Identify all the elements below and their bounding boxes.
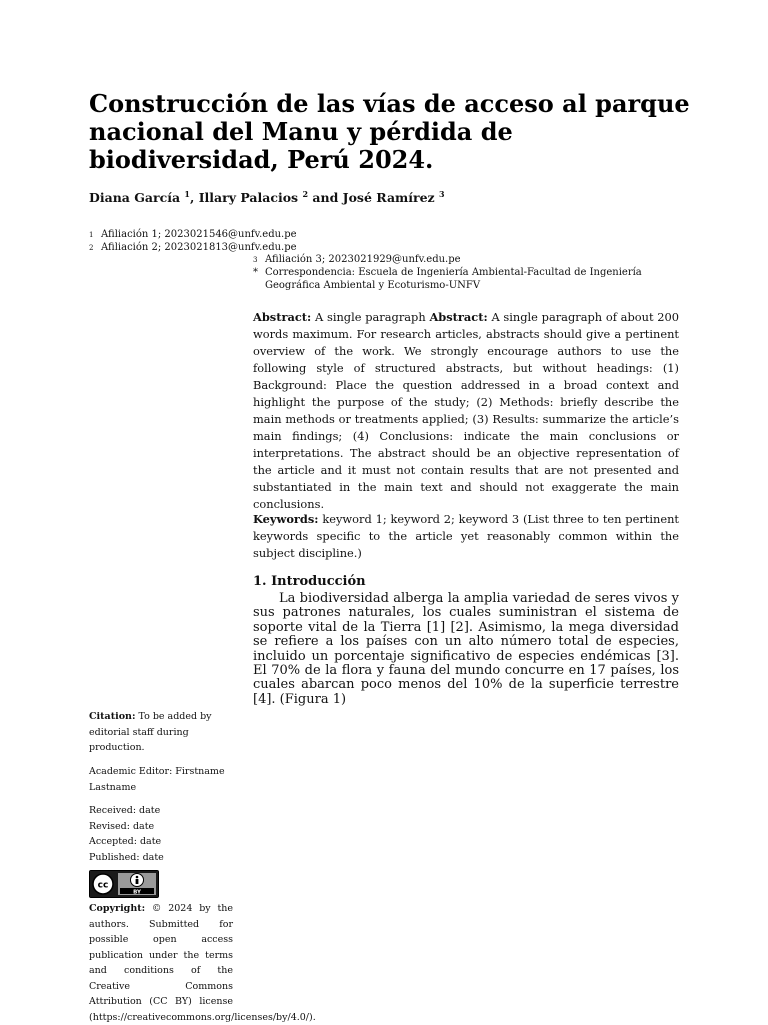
published-date: Published: date [89, 851, 164, 863]
keywords-label: Keywords: [253, 512, 319, 526]
author-sup: 3 [439, 189, 445, 199]
academic-editor: Academic Editor: Firstname Lastname [89, 766, 225, 793]
citation-text: To be added by editorial staff during production. [89, 711, 212, 753]
affiliation-mark: 3 [253, 256, 258, 264]
correspondence [253, 267, 673, 292]
author-sep: and [308, 190, 343, 206]
keywords-text: keyword 1; keyword 2; keyword 3 (List three to ten pertinent keywords specific to the article yet reasonably common within the subject discipline.) [253, 512, 679, 560]
intro-text: La biodiversidad alberga la amplia variedad de seres vivos y sus patrones naturales, los cuales suministran el sistema de soporte vital de la Tierra [1] [2]. Asimismo, la mega diversidad se refiere a los países con un alto número total de especies, incluido un porcentaje significativo de especies endémicas [3]. El 70% de la flora y fauna del mundo concurre en 17 países, los cuales abarcan poco menos del 10% de la superficie terrestre [4]. (Figura 1) [253, 591, 679, 707]
affiliation-1 [89, 229, 297, 242]
affiliation-text: Afiliación 1; 2023021546@unfv.edu.pe [101, 229, 297, 240]
author-sep: , [189, 190, 199, 206]
abstract-text: A single paragraph of about 200 words maximum. For research articles, abstracts should give a pertinent overview of the work. We strongly encourage authors to use the following style of structured abstracts, but without headings: (1) Background: Place the question addressed in a broad context and highlight the purpose of the study; (2) Methods: briefly describe the main methods or treatments applied; (3) Results: summarize the article’s main findings; (4) Conclusions: indicate the main conclusions or interpretations. The abstract should be an objective representation of the article and it must not contain results that are not presented and substantiated in the main text and should not exaggerate the main conclusions. [253, 310, 680, 511]
author-name: José Ramírez [342, 190, 435, 206]
affiliation-text: Afiliación 3; 2023021929@unfv.edu.pe [265, 254, 461, 265]
correspondence-line-1: Correspondencia: Escuela de Ingeniería Ambiental-Facultad de Ingeniería [265, 267, 642, 278]
cc-by-icon [90, 871, 158, 897]
keywords [253, 511, 679, 562]
affiliation-text: Afiliación 2; 2023021813@unfv.edu.pe [101, 241, 297, 253]
affiliation-mark: 2 [89, 243, 94, 252]
author-list [89, 189, 445, 205]
by-text: BY [133, 889, 141, 896]
abstract-text: A single paragraph [311, 310, 430, 324]
copyright-note [89, 901, 316, 1025]
publication-dates [89, 803, 233, 865]
copyright-label: Copyright: [89, 903, 146, 914]
abstract [253, 309, 679, 513]
cc-by-license-icon [89, 870, 159, 898]
affiliation-3 [253, 254, 461, 267]
citation-note [89, 709, 233, 756]
affiliation-mark: 1 [89, 231, 94, 239]
paper-title: Construcción de las vías de acceso al parque nacional del Manu y pérdida de biodiversidad, Perú 2024. [89, 89, 690, 174]
abstract-label: Abstract: [429, 310, 488, 324]
correspondence-line-2: Geográfica Ambiental y Ecoturismo-UNFV [265, 279, 481, 291]
section-heading: 1. Introducción [253, 574, 366, 589]
cc-text: cc [97, 880, 109, 891]
intro-paragraph [253, 592, 679, 707]
author-sup: 2 [302, 189, 309, 199]
citation-label: Citation: [89, 711, 136, 722]
abstract-label: Abstract: [253, 310, 312, 324]
correspondence-mark: * [253, 267, 258, 278]
author-name: Diana García [89, 190, 181, 206]
author-sup: 1 [184, 189, 190, 199]
affiliation-2 [89, 242, 297, 255]
author-name: Illary Palacios [198, 190, 299, 206]
received-date: Received: date [89, 805, 161, 816]
accepted-date: Accepted: date [89, 836, 162, 847]
revised-date: Revised: date [89, 820, 155, 832]
copyright-text: © 2024 by the authors. Submitted for possible open access publication under the terms and conditions of the Creative Commons Attribution (CC BY) license (https://creativecommons.org/licenses/by/4.0/). [89, 903, 316, 1023]
